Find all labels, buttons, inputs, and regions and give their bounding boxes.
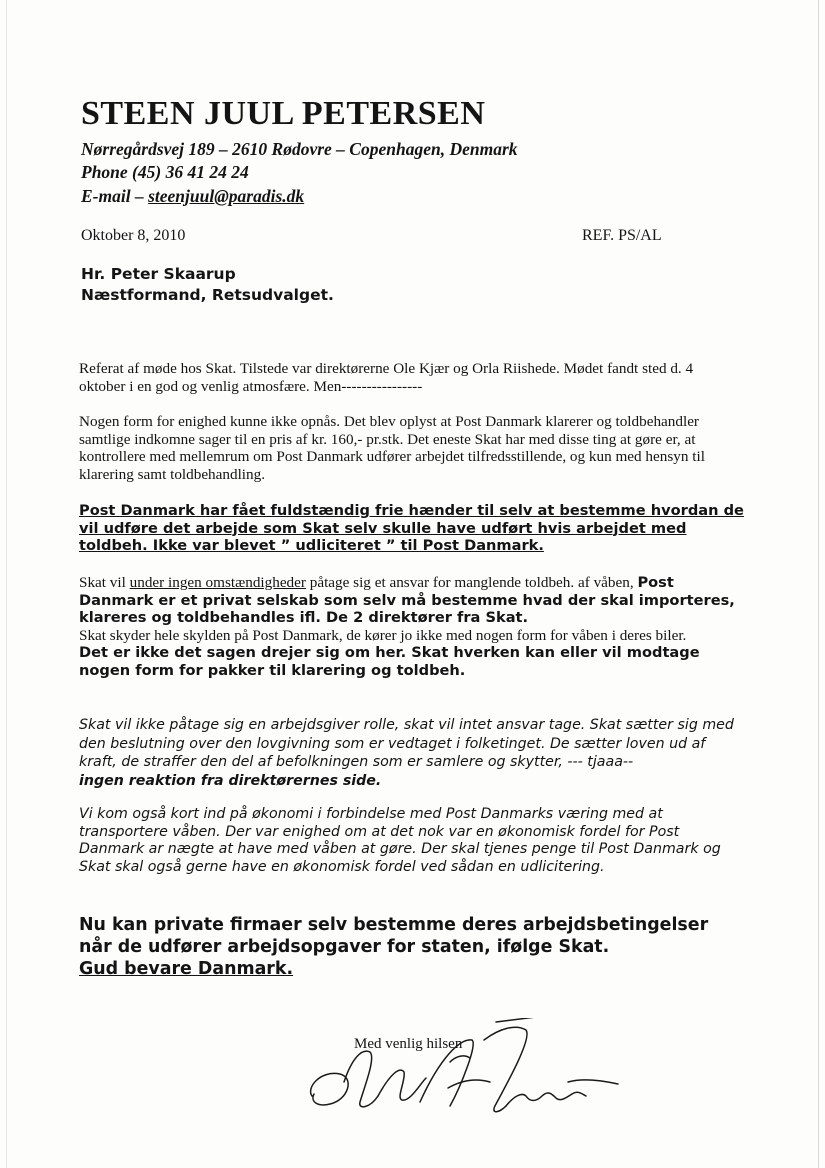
recipient-title: Næstformand, Retsudvalget. <box>81 286 334 304</box>
paragraph-post-danmark: Post Danmark har fået fuldstændig frie hænder til selv at bestemme hvordan de vil udføre det arbejde som Skat selv skulle have udført hvis arbejdet med toldbeh. Ikke var blevet ” udliciteret ” til Post Danmark. <box>79 502 744 554</box>
letterhead-email-line <box>81 186 304 207</box>
paragraph-responsibility <box>79 574 743 679</box>
p4-underlined: under ingen omstændigheder <box>129 574 306 591</box>
paragraph-no-agreement: Nogen form for enighed kunne ikke opnås. Det blev oplyst at Post Danmark klarerer og toldbehandler samtlige indkomne sager til en pris af kr. 160,- pr.stk. Det eneste Skat har med disse ting at gøre er, at kontrollere med mellemrum om Post Danmark udfører arbejdet tilfredsstillende, og kun med hensyn til klarering samt toldbehandling. <box>79 413 705 483</box>
letterhead-address: Nørregårdsvej 189 – 2610 Rødovre – Copenhagen, Denmark <box>81 139 518 159</box>
p4-bold-statement: Post Danmark er et privat selskab som selv må bestemme hvad der skal importeres, klareres og toldbehandles ifl. De 2 direktører fra Skat. <box>79 574 735 626</box>
scan-edge-right <box>818 0 819 1168</box>
paragraph-employer-role <box>79 716 743 790</box>
handwritten-signature-image <box>300 1018 630 1128</box>
closing-line-2: når de udfører arbejdsopgaver for staten, ifølge Skat. <box>79 937 610 957</box>
scan-edge-left <box>6 0 7 1168</box>
paragraph-economy: Vi kom også kort ind på økonomi i forbindelse med Post Danmarks væring med at transportere våben. Der var enighed om at det nok var en økonomisk fordel for Post Danmark ar nægte at have med våben at gøre. Der skal tjenes penge til Post Danmark og Skat skal også gerne have en økonomisk fordel ved sådan en udlicitering. <box>79 806 721 875</box>
letterhead-name: STEEN JUUL PETERSEN <box>81 95 486 132</box>
closing-statement <box>79 914 759 980</box>
letter-reference: REF. PS/AL <box>582 227 662 244</box>
p4-text-c: påtage sig et ansvar for manglende toldbeh. af våben, <box>305 574 638 591</box>
signature-label: Med venlig hilsen <box>354 1036 463 1052</box>
email-prefix: E-mail – <box>81 186 149 206</box>
p4-bold-conclusion: Det er ikke det sagen drejer sig om her. Skat hverken kan eller vil modtage nogen form for pakker til klarering og toldbeh. <box>79 644 700 679</box>
closing-line-1: Nu kan private firmaer selv bestemme deres arbejdsbetingelser <box>79 915 709 935</box>
letter-date: Oktober 8, 2010 <box>81 227 186 244</box>
closing-line-3: Gud bevare Danmark. <box>79 959 294 979</box>
p5-bold-italic: ingen reaktion fra direktørernes side. <box>79 772 382 789</box>
letterhead-phone: Phone (45) 36 41 24 24 <box>81 162 249 182</box>
p5-italic: Skat vil ikke påtage sig en arbejdsgiver rolle, skat vil intet ansvar tage. Skat sætter sig med den beslutning over den lovgivning som er vedtaget i folketinget. De sætter loven ud af kraft, de straffer den del af befolkningen som er samlere og skytter, --- tjaaa-- <box>79 717 734 770</box>
p4-blame: Skat skyder hele skylden på Post Danmark, de kører jo ikke med nogen form for våben i deres biler. <box>79 626 687 644</box>
paragraph-meeting: Referat af møde hos Skat. Tilstede var direktørerne Ole Kjær og Orla Riishede. Mødet fandt sted d. 4 oktober i en god og venlig atmosfære. Men---------------- <box>79 360 694 395</box>
p4-text-a: Skat vil <box>79 574 130 591</box>
email-link[interactable]: steenjuul@paradis.dk <box>148 186 305 206</box>
recipient-name: Hr. Peter Skaarup <box>81 265 236 283</box>
